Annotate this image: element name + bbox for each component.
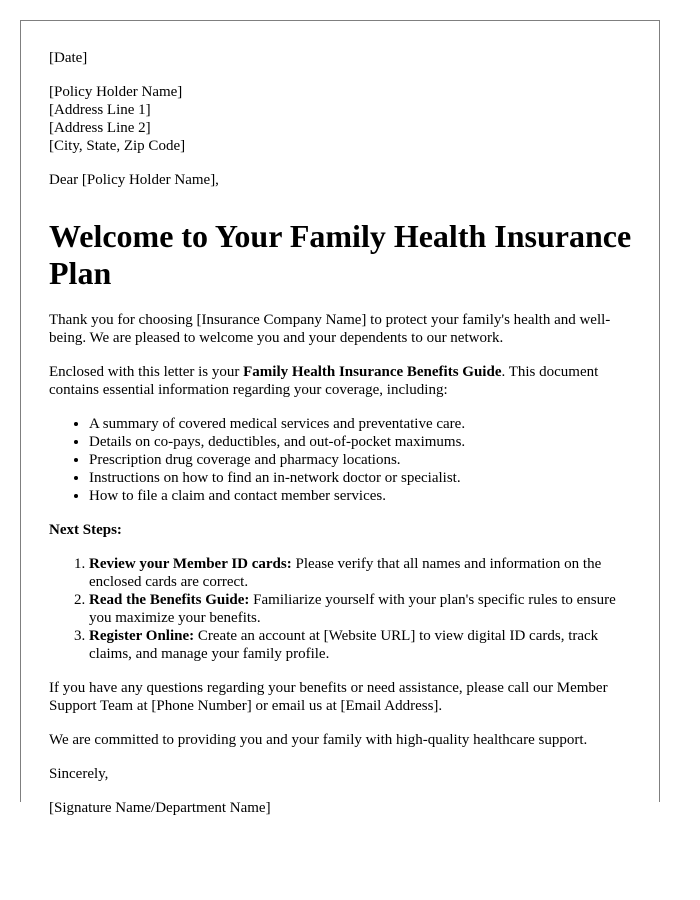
step-title: Review your Member ID cards: (89, 556, 292, 572)
list-item: • Prescription drug coverage and pharmacy locations. (89, 451, 639, 469)
signature: [Signature Name/Department Name] (49, 800, 271, 816)
letter-body (49, 49, 639, 833)
step-text: Please verify that all names and information on the enclosed cards are correct. (89, 556, 602, 590)
next-steps-heading: Next Steps: (49, 522, 122, 538)
enclosed-text-after: . This document contains essential information regarding your coverage, including: (49, 364, 599, 398)
coverage-list (49, 415, 639, 505)
list-item (89, 555, 639, 591)
list-item (89, 591, 639, 627)
enclosed-paragraph (49, 363, 639, 399)
list-item (89, 627, 639, 663)
closing: Sincerely, (49, 766, 109, 782)
questions-paragraph: If you have any questions regarding your benefits or need assistance, please call our Member Support Team at [Phone Number] or email us at [Email Address]. (49, 680, 608, 714)
address-name: [Policy Holder Name] (49, 84, 183, 100)
letter-title: Welcome to Your Family Health Insurance Plan (49, 218, 632, 291)
address-line-2: [Address Line 2] (49, 120, 151, 136)
intro-paragraph: Thank you for choosing [Insurance Company Name] to protect your family's health and well-being. We are pleased to welcome you and your dependents to our network. (49, 312, 611, 346)
list-item: • A summary of covered medical services and preventative care. (89, 415, 639, 433)
letter-date: [Date] (49, 50, 88, 66)
salutation: Dear [Policy Holder Name], (49, 172, 219, 188)
list-item: • How to file a claim and contact member services. (89, 487, 639, 505)
next-steps-list (49, 555, 639, 663)
letter-page (20, 20, 660, 816)
recipient-address (49, 83, 639, 155)
step-text: Familiarize yourself with your plan's specific rules to ensure you maximize your benefits. (89, 592, 616, 626)
step-title: Register Online: (89, 628, 195, 644)
commitment-paragraph: We are committed to providing you and your family with high-quality healthcare support. (49, 732, 588, 748)
list-item: • Instructions on how to find an in-network doctor or specialist. (89, 469, 639, 487)
step-title: Read the Benefits Guide: (89, 592, 250, 608)
list-item: • Details on co-pays, deductibles, and out-of-pocket maximums. (89, 433, 639, 451)
enclosed-text-before: Enclosed with this letter is your (49, 364, 244, 380)
step-text: Create an account at [Website URL] to view digital ID cards, track claims, and manage your family profile. (89, 628, 599, 662)
address-city-state-zip: [City, State, Zip Code] (49, 138, 186, 154)
address-line-1: [Address Line 1] (49, 102, 151, 118)
benefits-guide-name: Family Health Insurance Benefits Guide (243, 364, 502, 380)
